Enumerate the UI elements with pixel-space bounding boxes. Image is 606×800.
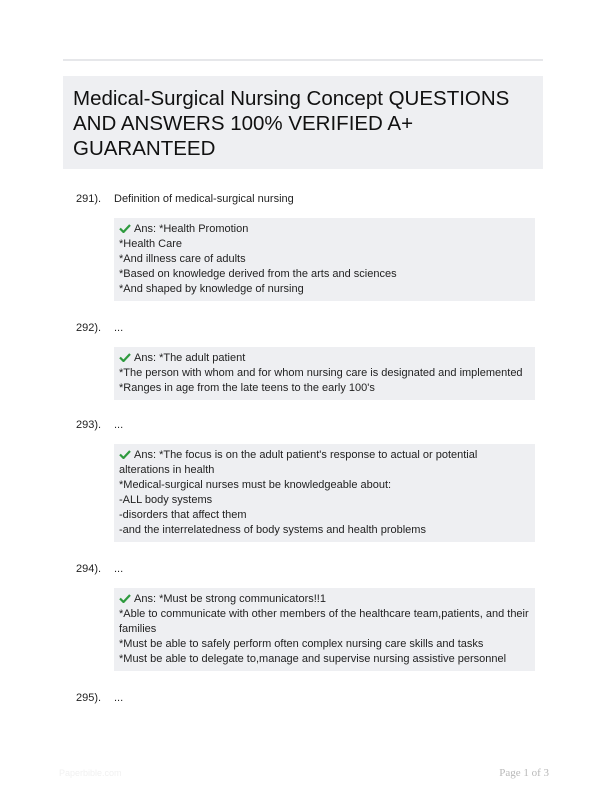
question-text: ... [114,322,124,334]
answer-line: *Must be able to safely perform often complex nursing care skills and tasks [119,638,484,650]
answer-line: -ALL body systems [119,494,213,506]
question-number: 295). [76,692,102,704]
page-title: Medical-Surgical Nursing Concept QUESTIONS AND ANSWERS 100% VERIFIED A+ GUARANTEED [73,87,510,160]
answer-line: *The person with whom and for whom nursing care is designated and implemented [119,367,523,379]
question-text: Definition of medical-surgical nursing [114,193,294,205]
answer-box [114,588,535,671]
answer-line: Ans: *The adult patient [119,351,531,366]
question-text: ... [114,563,124,575]
answer-line: *Ranges in age from the late teens to the early 100's [119,382,375,394]
question-text: ... [114,419,124,431]
answer-line: *Must be able to delegate to,manage and supervise nursing assistive personnel [119,653,507,665]
check-icon [119,450,131,459]
question-number: 294). [76,563,102,575]
answer-line: *And illness care of adults [119,253,246,265]
check-icon [119,353,131,362]
answer-line: -and the interrelatedness of body systems and health problems [119,524,426,536]
answer-line: *Health Care [119,238,182,250]
check-icon [119,594,131,603]
answer-line: *Able to communicate with other members of the healthcare team,patients, and their families [119,608,529,635]
footer-watermark: Paperbible.com [59,768,122,778]
answer-line: -disorders that affect them [119,509,247,521]
question-text: ... [114,692,124,704]
question-number: 293). [76,419,102,431]
answer-line: *Based on knowledge derived from the arts and sciences [119,268,397,280]
check-icon [119,224,131,233]
answer-line: Ans: *Must be strong communicators!!1 [119,592,531,607]
answer-box [114,347,535,400]
answer-box [114,444,535,542]
question-number: 291). [76,193,102,205]
answer-line: Ans: *The focus is on the adult patient's response to actual or potential alterations in health [119,449,478,476]
answer-line: Ans: *Health Promotion [119,222,531,237]
answer-box [114,218,535,301]
answer-line: *Medical-surgical nurses must be knowledgeable about: [119,479,392,491]
title-banner [63,76,543,169]
top-divider [63,59,543,61]
answer-line: *And shaped by knowledge of nursing [119,283,304,295]
question-number: 292). [76,322,102,334]
page-indicator: Page 1 of 3 [499,767,549,779]
